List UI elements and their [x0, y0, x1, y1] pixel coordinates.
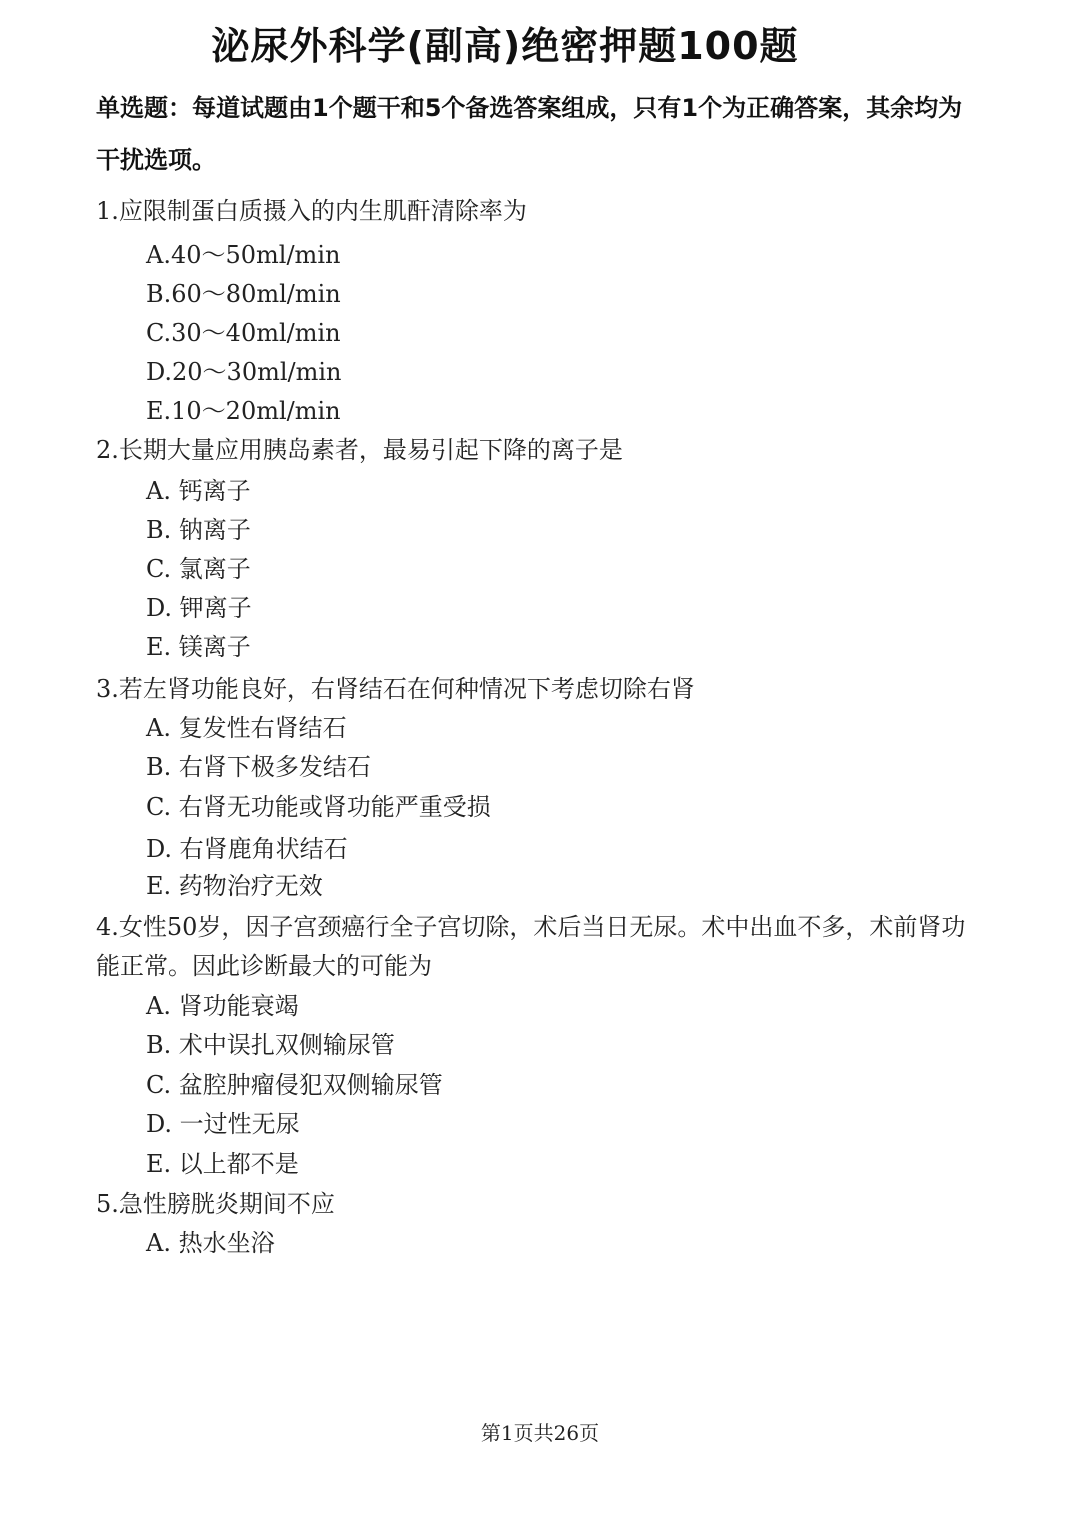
question-5-option-a: A. 热水坐浴: [146, 1229, 275, 1257]
question-4-option-d: D. 一过性无尿: [146, 1110, 300, 1138]
document-title: 泌尿外科学(副高)绝密押题100题: [211, 24, 799, 68]
question-1-option-e: E.10～20ml/min: [146, 397, 341, 425]
question-4-option-b: B. 术中误扎双侧输尿管: [146, 1031, 395, 1059]
question-1-option-d: D.20～30ml/min: [146, 358, 342, 386]
question-3-option-d: D. 右肾鹿角状结石: [146, 835, 348, 863]
question-2-option-c: C. 氯离子: [146, 555, 251, 583]
instructions-text: 单选题：每道试题由1个题干和5个备选答案组成，只有1个为正确答案，其余均为干扰选项。: [96, 94, 963, 174]
question-1-stem: 1.应限制蛋白质摄入的内生肌酐清除率为: [96, 197, 527, 225]
question-1-option-a: A.40～50ml/min: [146, 241, 341, 269]
question-3-option-a: A. 复发性右肾结石: [146, 714, 347, 742]
question-4-option-a: A. 肾功能衰竭: [146, 992, 299, 1020]
question-2-option-b: B. 钠离子: [146, 516, 251, 544]
question-1-option-c: C.30～40ml/min: [146, 319, 341, 347]
question-2-stem: 2.长期大量应用胰岛素者，最易引起下降的离子是: [96, 436, 623, 464]
question-3-option-e: E. 药物治疗无效: [146, 872, 323, 900]
question-2-option-e: E. 镁离子: [146, 633, 251, 661]
question-3-option-c: C. 右肾无功能或肾功能严重受损: [146, 793, 491, 821]
question-5-stem: 5.急性膀胱炎期间不应: [96, 1190, 335, 1218]
question-4-option-c: C. 盆腔肿瘤侵犯双侧输尿管: [146, 1071, 443, 1099]
page-number: 第1页共26页: [480, 1421, 600, 1445]
question-4-stem: 4.女性50岁，因子宫颈癌行全子宫切除，术后当日无尿。术中出血不多，术前肾功能正常。因此诊断最大的可能为: [96, 913, 966, 980]
question-2-option-d: D. 钾离子: [146, 594, 252, 622]
question-2-option-a: A. 钙离子: [146, 477, 251, 505]
question-3-stem: 3.若左肾功能良好，右肾结石在何种情况下考虑切除右肾: [96, 675, 695, 703]
question-4-option-e: E. 以上都不是: [146, 1150, 299, 1178]
question-3-option-b: B. 右肾下极多发结石: [146, 753, 371, 781]
question-1-option-b: B.60～80ml/min: [146, 280, 341, 308]
